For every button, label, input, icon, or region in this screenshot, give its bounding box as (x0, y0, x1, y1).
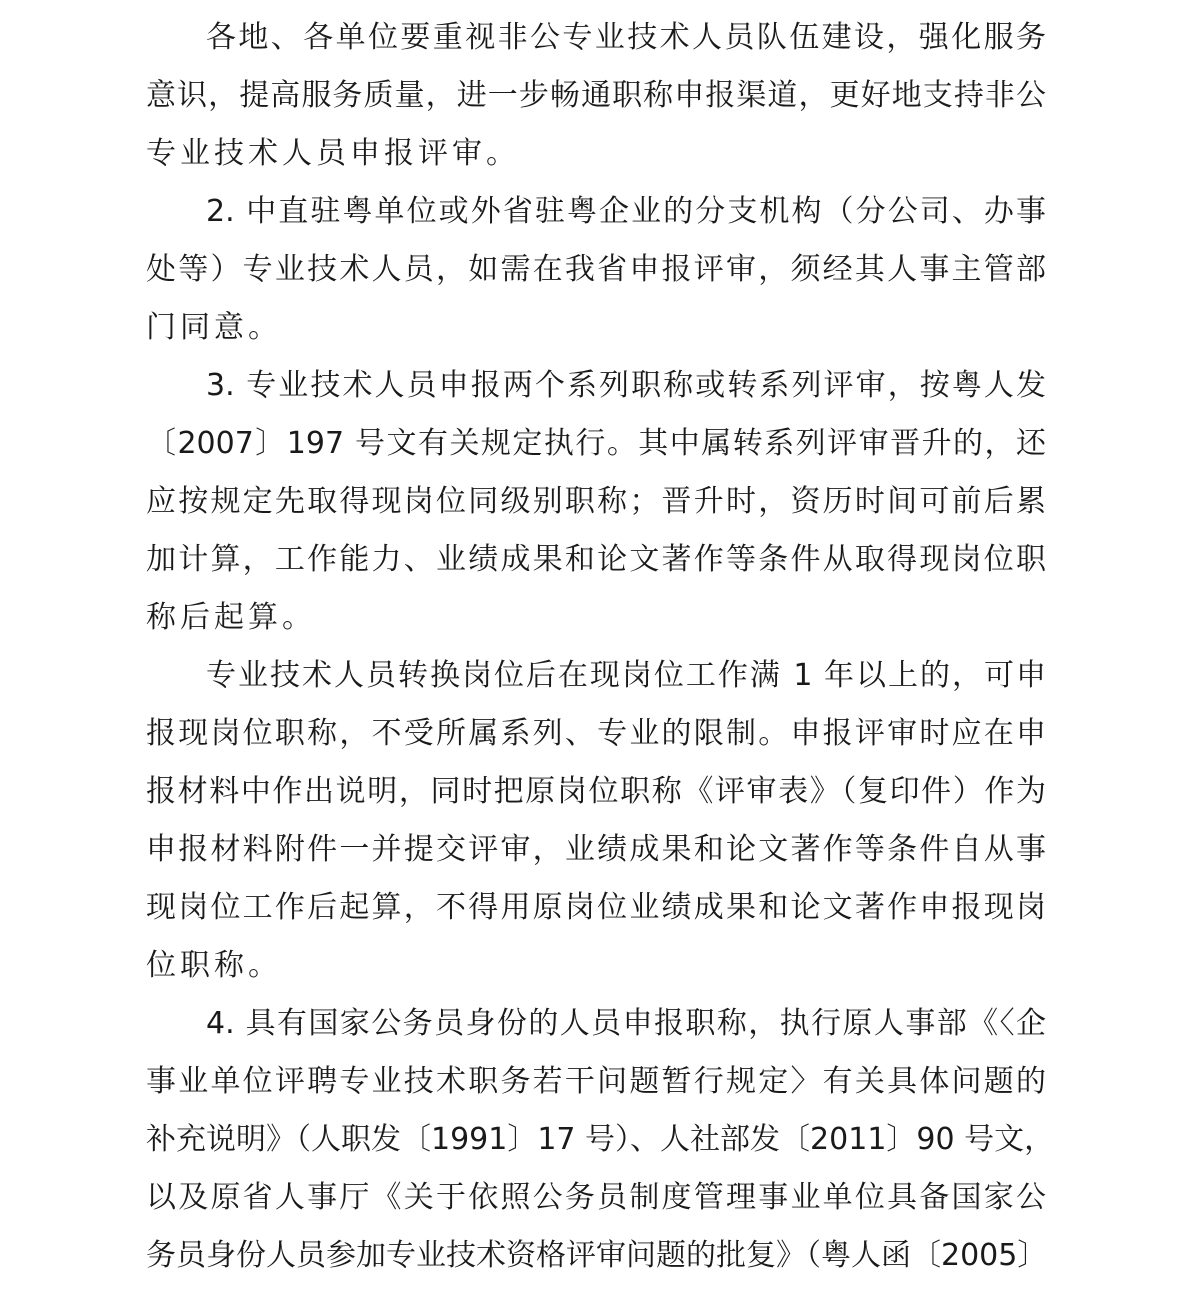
paragraph-line: 位职称。 (146, 948, 282, 983)
paragraph-line: 加计算，工作能力、业绩成果和论文著作等条件从取得现岗位职 (146, 542, 1046, 577)
paragraph-line: 补充说明》（人职发〔1991〕17 号）、人社部发〔2011〕90 号文， (146, 1122, 1055, 1157)
paragraph-line: 报材料中作出说明，同时把原岗位职称《评审表》（复印件）作为 (146, 774, 1046, 809)
paragraph-line: 门同意。 (146, 310, 282, 345)
paragraph-line: 各地、各单位要重视非公专业技术人员队伍建设，强化服务 (206, 20, 1046, 55)
paragraph-line: 申报材料附件一并提交评审，业绩成果和论文著作等条件自从事 (146, 832, 1046, 867)
paragraph-line: 以及原省人事厅《关于依照公务员制度管理事业单位具备国家公 (146, 1180, 1046, 1215)
paragraph-line: 现岗位工作后起算，不得用原岗位业绩成果和论文著作申报现岗 (146, 890, 1046, 925)
paragraph-line: 处等）专业技术人员，如需在我省申报评审，须经其人事主管部 (146, 252, 1046, 287)
paragraph-line: 事业单位评聘专业技术职务若干问题暂行规定〉有关具体问题的 (146, 1064, 1046, 1099)
paragraph-line: 专业技术人员申报评审。 (146, 136, 520, 171)
paragraph-line: 2. 中直驻粤单位或外省驻粤企业的分支机构（分公司、办事 (206, 194, 1046, 229)
paragraph-line: 4. 具有国家公务员身份的人员申报职称，执行原人事部《〈企 (206, 1006, 1046, 1041)
paragraph-line: 应按规定先取得现岗位同级别职称；晋升时，资历时间可前后累 (146, 484, 1046, 519)
paragraph-line: 〔2007〕197 号文有关规定执行。其中属转系列评审晋升的，还 (146, 426, 1046, 461)
paragraph-line: 意识，提高服务质量，进一步畅通职称申报渠道，更好地支持非公 (146, 78, 1046, 113)
paragraph-line: 称后起算。 (146, 600, 316, 635)
paragraph-line: 报现岗位职称，不受所属系列、专业的限制。申报评审时应在申 (146, 716, 1046, 751)
paragraph-line: 3. 专业技术人员申报两个系列职称或转系列评审，按粤人发 (206, 368, 1046, 403)
paragraph-line: 专业技术人员转换岗位后在现岗位工作满 1 年以上的，可申 (206, 658, 1046, 693)
paragraph-line: 务员身份人员参加专业技术资格评审问题的批复》（粤人函〔2005〕 (146, 1238, 1048, 1273)
